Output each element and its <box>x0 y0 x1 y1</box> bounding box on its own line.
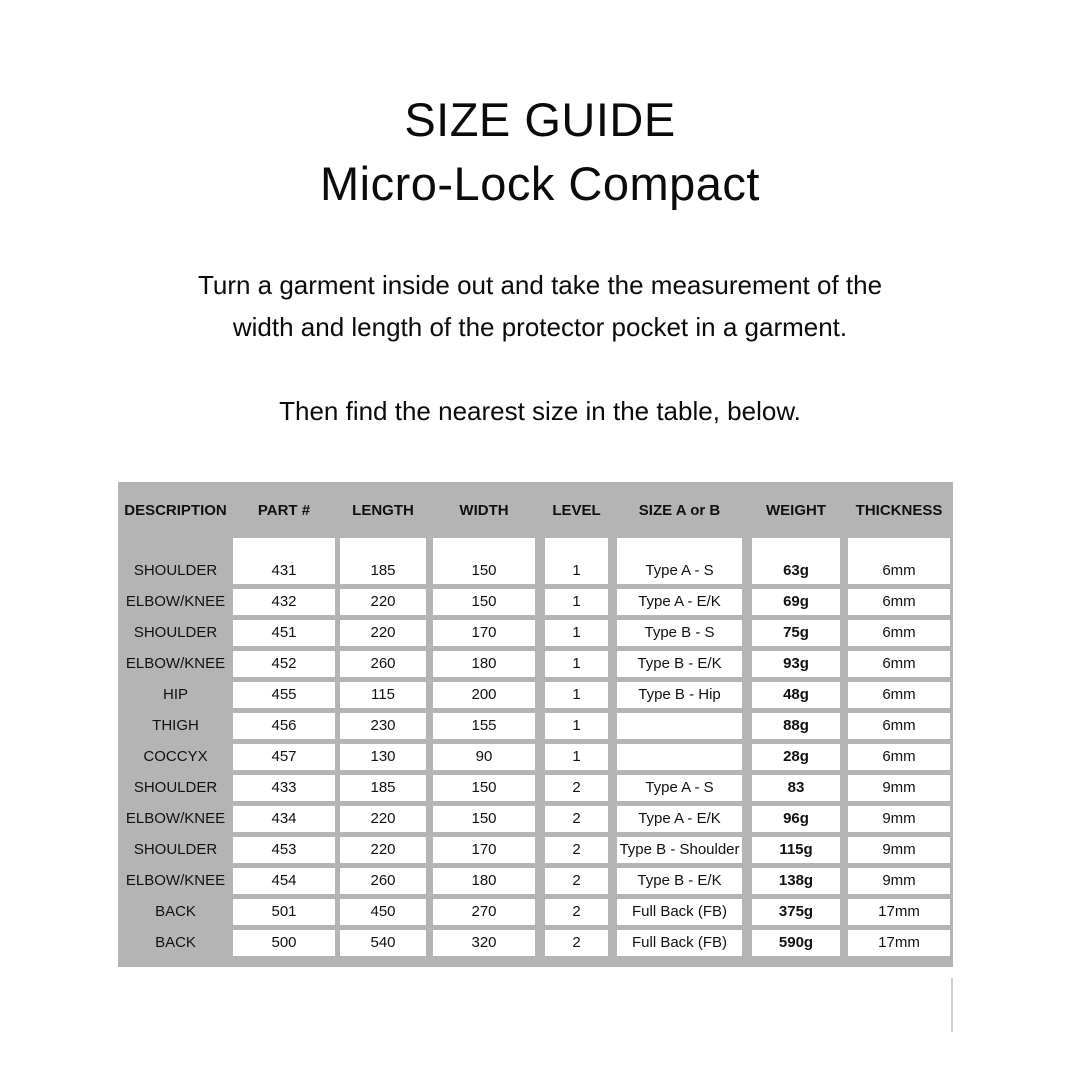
cell-part-number: 451 <box>233 620 335 646</box>
cell-length: 230 <box>340 713 426 739</box>
table-row <box>118 837 953 863</box>
page-title <box>0 88 1080 216</box>
cell-level: 2 <box>545 868 608 894</box>
cell-width: 170 <box>433 620 535 646</box>
cell-description: ELBOW/KNEE <box>125 655 226 672</box>
cell-level: 2 <box>545 806 608 832</box>
cell-description: ELBOW/KNEE <box>125 872 226 889</box>
cell-part-number: 432 <box>233 589 335 615</box>
cell-thickness: 6mm <box>848 589 950 615</box>
cell-width: 90 <box>433 744 535 770</box>
cell-level: 1 <box>545 713 608 739</box>
cell-size-a-or-b: Full Back (FB) <box>617 930 742 956</box>
cell-size-a-or-b: Type B - S <box>617 620 742 646</box>
cell-width: 180 <box>433 651 535 677</box>
cell-part-number: 434 <box>233 806 335 832</box>
cell-thickness: 9mm <box>848 775 950 801</box>
title-line-2: Micro-Lock Compact <box>320 157 760 210</box>
cell-weight: 115g <box>752 837 840 863</box>
cell-part-number: 452 <box>233 651 335 677</box>
cell-description: SHOULDER <box>133 624 218 641</box>
title-line-1: SIZE GUIDE <box>404 93 676 146</box>
cell-size-a-or-b: Type A - S <box>617 775 742 801</box>
cell-width: 150 <box>433 538 535 584</box>
column-header-length: LENGTH <box>352 501 414 519</box>
cell-width: 180 <box>433 868 535 894</box>
cell-level: 2 <box>545 930 608 956</box>
cell-thickness: 17mm <box>848 899 950 925</box>
cell-level: 1 <box>545 589 608 615</box>
cell-weight: 93g <box>752 651 840 677</box>
cell-part-number: 433 <box>233 775 335 801</box>
cell-part-number: 455 <box>233 682 335 708</box>
instructions-line-1: Turn a garment inside out and take the measurement of the <box>197 270 883 300</box>
cell-length: 115 <box>340 682 426 708</box>
cell-part-number: 456 <box>233 713 335 739</box>
cell-weight: 75g <box>752 620 840 646</box>
table-row <box>118 806 953 832</box>
cell-length: 220 <box>340 589 426 615</box>
cell-length: 185 <box>340 775 426 801</box>
column-header-description: DESCRIPTION <box>124 501 227 519</box>
cell-size-a-or-b: Type A - E/K <box>617 589 742 615</box>
table-row <box>118 589 953 615</box>
cell-part-number: 431 <box>233 538 335 584</box>
cell-level: 2 <box>545 899 608 925</box>
cell-size-a-or-b <box>617 713 742 739</box>
cell-description: BACK <box>155 934 196 951</box>
cell-length: 220 <box>340 837 426 863</box>
cell-thickness: 6mm <box>848 620 950 646</box>
cell-weight: 69g <box>752 589 840 615</box>
cell-description: HIP <box>162 686 188 703</box>
cell-description: COCCYX <box>143 748 208 765</box>
table-row <box>118 930 953 956</box>
cell-level: 1 <box>545 744 608 770</box>
cell-size-a-or-b: Type B - E/K <box>617 651 742 677</box>
column-header-size-a-or-b: SIZE A or B <box>638 501 721 519</box>
cell-weight: 83 <box>752 775 840 801</box>
cell-weight: 138g <box>752 868 840 894</box>
cell-width: 320 <box>433 930 535 956</box>
cell-width: 200 <box>433 682 535 708</box>
cell-part-number: 454 <box>233 868 335 894</box>
cell-level: 1 <box>545 620 608 646</box>
cell-width: 170 <box>433 837 535 863</box>
column-header-weight: WEIGHT <box>766 501 826 519</box>
size-guide-table <box>118 482 953 967</box>
cell-length: 130 <box>340 744 426 770</box>
cell-size-a-or-b: Type A - E/K <box>617 806 742 832</box>
cell-level: 1 <box>545 651 608 677</box>
cell-weight: 28g <box>752 744 840 770</box>
cell-description: THIGH <box>152 717 199 734</box>
cell-thickness: 6mm <box>848 651 950 677</box>
cell-level: 1 <box>545 682 608 708</box>
cell-weight: 88g <box>752 713 840 739</box>
cell-length: 220 <box>340 806 426 832</box>
cell-thickness: 6mm <box>848 538 950 584</box>
cell-length: 450 <box>340 899 426 925</box>
cell-description: ELBOW/KNEE <box>125 810 226 827</box>
column-header-part-number: PART # <box>257 501 311 519</box>
cell-thickness: 6mm <box>848 713 950 739</box>
cell-size-a-or-b: Type B - Shoulder <box>617 837 742 863</box>
table-row <box>118 775 953 801</box>
column-header-thickness: THICKNESS <box>855 501 943 519</box>
cell-description: SHOULDER <box>133 562 218 579</box>
cell-length: 260 <box>340 868 426 894</box>
table-row <box>118 651 953 677</box>
table-row <box>118 538 953 584</box>
cell-size-a-or-b: Type B - Hip <box>617 682 742 708</box>
cell-part-number: 500 <box>233 930 335 956</box>
cell-size-a-or-b <box>617 744 742 770</box>
cell-thickness: 9mm <box>848 806 950 832</box>
cell-length: 540 <box>340 930 426 956</box>
cell-level: 2 <box>545 837 608 863</box>
cell-level: 1 <box>545 538 608 584</box>
table-header-row <box>118 482 953 538</box>
cell-length: 185 <box>340 538 426 584</box>
cell-weight: 375g <box>752 899 840 925</box>
cell-thickness: 17mm <box>848 930 950 956</box>
cell-description: SHOULDER <box>133 841 218 858</box>
table-row <box>118 713 953 739</box>
cell-description: BACK <box>155 903 196 920</box>
cell-length: 220 <box>340 620 426 646</box>
table-body <box>118 538 953 956</box>
cell-width: 150 <box>433 806 535 832</box>
cell-description: SHOULDER <box>133 779 218 796</box>
cell-part-number: 453 <box>233 837 335 863</box>
instructions-line-2: width and length of the protector pocket in a garment. <box>232 312 848 342</box>
column-header-width: WIDTH <box>459 501 509 519</box>
cell-weight: 48g <box>752 682 840 708</box>
cell-width: 155 <box>433 713 535 739</box>
instructions-line-3: Then find the nearest size in the table, below. <box>279 396 801 426</box>
cell-weight: 96g <box>752 806 840 832</box>
instructions-paragraph-2 <box>0 390 1080 432</box>
table-row <box>118 868 953 894</box>
cell-thickness: 6mm <box>848 744 950 770</box>
cell-part-number: 501 <box>233 899 335 925</box>
cell-size-a-or-b: Type A - S <box>617 538 742 584</box>
cell-thickness: 6mm <box>848 682 950 708</box>
cell-thickness: 9mm <box>848 837 950 863</box>
cell-width: 150 <box>433 589 535 615</box>
cell-weight: 590g <box>752 930 840 956</box>
divider-line <box>951 978 953 1032</box>
cell-part-number: 457 <box>233 744 335 770</box>
table-row <box>118 744 953 770</box>
table-row <box>118 682 953 708</box>
cell-width: 270 <box>433 899 535 925</box>
cell-size-a-or-b: Type B - E/K <box>617 868 742 894</box>
table-row <box>118 620 953 646</box>
cell-description: ELBOW/KNEE <box>125 593 226 610</box>
cell-thickness: 9mm <box>848 868 950 894</box>
cell-length: 260 <box>340 651 426 677</box>
table-row <box>118 899 953 925</box>
column-header-level: LEVEL <box>552 501 601 519</box>
cell-size-a-or-b: Full Back (FB) <box>617 899 742 925</box>
cell-weight: 63g <box>752 538 840 584</box>
cell-width: 150 <box>433 775 535 801</box>
instructions-paragraph-1 <box>0 264 1080 348</box>
cell-level: 2 <box>545 775 608 801</box>
